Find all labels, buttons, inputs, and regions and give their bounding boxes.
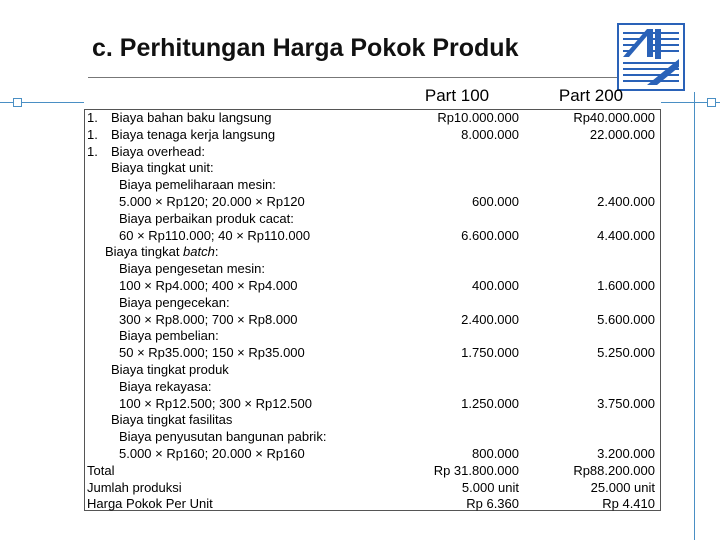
value-part-100: Rp10.000.000	[437, 110, 519, 125]
value-part-200: 3.750.000	[597, 395, 655, 411]
table-row	[84, 160, 661, 177]
value-part-200: 4.400.000	[597, 227, 655, 243]
row-label: 300 × Rp8.000; 700 × Rp8.000	[119, 311, 298, 327]
value-part-200: 1.600.000	[597, 277, 655, 293]
table-row	[84, 429, 661, 446]
row-description	[119, 295, 230, 312]
row-label: 5.000 × Rp120; 20.000 × Rp120	[119, 193, 305, 209]
row-description	[119, 194, 305, 211]
value-part-100: 1.750.000	[461, 345, 519, 361]
row-label: Biaya tenaga kerja langsung	[111, 126, 276, 142]
row-description	[87, 144, 205, 161]
row-label: 5.000 × Rp160; 20.000 × Rp160	[119, 445, 305, 461]
row-description	[87, 463, 114, 480]
row-description	[119, 429, 326, 446]
table-row	[84, 228, 661, 245]
row-label: Biaya tingkat batch:	[105, 244, 219, 260]
row-description	[105, 244, 218, 261]
value-part-200: 5.250.000	[597, 345, 655, 361]
table-row	[84, 379, 661, 396]
row-label: Biaya penyusutan bangunan pabrik:	[119, 429, 327, 445]
table-row	[84, 110, 661, 127]
column-header-part-200: Part 200	[558, 86, 624, 105]
table-row	[84, 446, 661, 463]
row-description	[111, 412, 232, 429]
value-part-200: Rp 4.410	[602, 496, 655, 512]
value-part-100: 1.250.000	[461, 395, 519, 411]
value-part-100: 800.000	[472, 445, 519, 461]
row-label: 60 × Rp110.000; 40 × Rp110.000	[119, 227, 311, 243]
table-row	[84, 480, 661, 497]
table-row	[84, 396, 661, 413]
value-part-200: Rp40.000.000	[573, 110, 655, 125]
row-label: Biaya tingkat fasilitas	[111, 412, 233, 428]
row-description	[87, 110, 271, 127]
row-description	[119, 278, 298, 295]
value-part-100: 2.400.000	[461, 311, 519, 327]
row-label: Biaya tingkat produk	[111, 361, 229, 377]
row-description	[119, 379, 212, 396]
row-label: Biaya rekayasa:	[119, 378, 212, 394]
row-description	[119, 211, 294, 228]
row-description	[87, 496, 213, 513]
table-row	[84, 295, 661, 312]
value-part-200: 25.000 unit	[590, 479, 655, 495]
value-part-100: Rp 31.800.000	[433, 462, 519, 478]
row-label: 50 × Rp35.000; 150 × Rp35.000	[119, 345, 305, 361]
row-description	[119, 396, 312, 413]
decor-square-left	[13, 98, 22, 107]
row-description	[119, 446, 305, 463]
table-row	[84, 144, 661, 161]
value-part-100: 8.000.000	[461, 126, 519, 142]
row-label: 100 × Rp12.500; 300 × Rp12.500	[119, 395, 312, 411]
decor-line-vertical	[694, 92, 695, 540]
row-label: Biaya tingkat unit:	[111, 160, 214, 176]
row-description	[87, 127, 275, 144]
value-part-200: 2.400.000	[597, 193, 655, 209]
row-number: 1.	[87, 143, 98, 159]
value-part-100: 400.000	[472, 277, 519, 293]
table-row	[84, 463, 661, 480]
row-label: Biaya overhead:	[111, 143, 205, 159]
row-label: 100 × Rp4.000; 400 × Rp4.000	[119, 277, 298, 293]
company-logo-icon	[617, 23, 685, 91]
row-label: Harga Pokok Per Unit	[87, 496, 213, 512]
table-row	[84, 328, 661, 345]
value-part-100: Rp 6.360	[466, 496, 519, 512]
cost-table-rows	[84, 110, 661, 513]
table-row	[84, 362, 661, 379]
table-row	[84, 278, 661, 295]
value-part-100: 600.000	[472, 193, 519, 209]
row-description	[119, 328, 219, 345]
value-part-200: Rp88.200.000	[573, 462, 655, 478]
row-label: Biaya pengesetan mesin:	[119, 261, 265, 277]
column-header-part-100: Part 100	[424, 86, 490, 105]
row-label: Biaya perbaikan produk cacat:	[119, 210, 294, 226]
row-number: 1.	[87, 126, 98, 142]
value-part-200: 3.200.000	[597, 445, 655, 461]
row-description	[119, 312, 298, 329]
decor-square-right	[707, 98, 716, 107]
table-row	[84, 496, 661, 513]
row-description	[119, 345, 305, 362]
title-underline	[88, 77, 618, 78]
row-label: Biaya pengecekan:	[119, 294, 230, 310]
row-description	[87, 480, 182, 497]
row-label: Jumlah produksi	[87, 479, 182, 495]
slide-title: c. Perhitungan Harga Pokok Produk	[92, 34, 519, 62]
table-row	[84, 211, 661, 228]
row-label: Biaya pemeliharaan mesin:	[119, 177, 276, 193]
row-label: Biaya pembelian:	[119, 328, 219, 344]
table-row	[84, 312, 661, 329]
row-description	[119, 177, 276, 194]
table-row	[84, 127, 661, 144]
row-description	[111, 362, 229, 379]
row-number: 1.	[87, 110, 98, 125]
table-row	[84, 261, 661, 278]
table-row	[84, 177, 661, 194]
table-row	[84, 345, 661, 362]
row-label: Total	[87, 462, 115, 478]
row-label: Biaya bahan baku langsung	[111, 110, 272, 125]
table-row	[84, 194, 661, 211]
value-part-100: 6.600.000	[461, 227, 519, 243]
value-part-200: 22.000.000	[589, 126, 655, 142]
row-description	[111, 160, 214, 177]
value-part-200: 5.600.000	[597, 311, 655, 327]
table-row	[84, 244, 661, 261]
row-description	[119, 261, 265, 278]
value-part-100: 5.000 unit	[461, 479, 519, 495]
table-row	[84, 412, 661, 429]
row-description	[119, 228, 310, 245]
